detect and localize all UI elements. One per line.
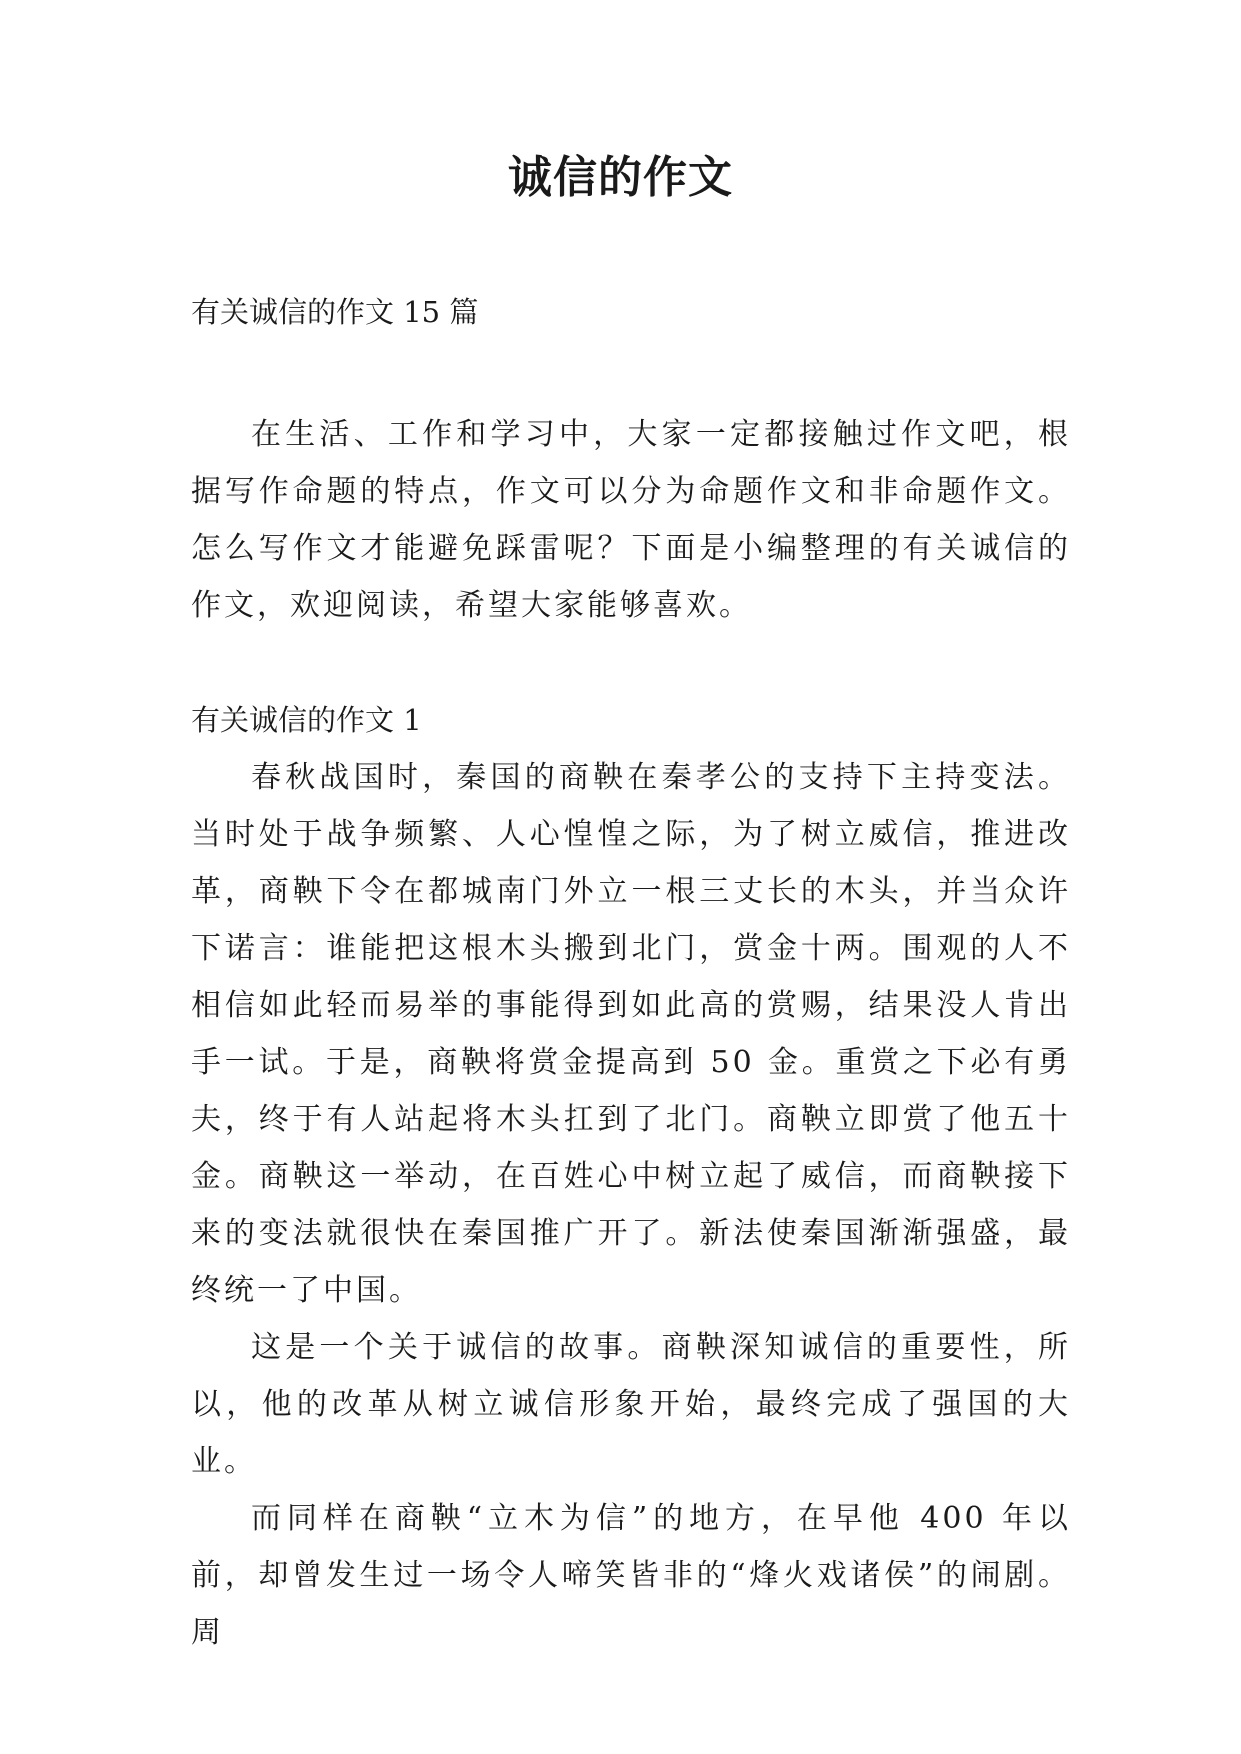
section-1-heading: 有关诚信的作文 1 (191, 703, 422, 737)
section-1-paragraph-2: 这是一个关于诚信的故事。商鞅深知诚信的重要性，所以，他的改革从树立诚信形象开始，最终完成了强国的大业。 (191, 1330, 1071, 1479)
document-title: 诚信的作文 (508, 152, 733, 203)
intro-paragraph: 在生活、工作和学习中，大家一定都接触过作文吧，根据写作命题的特点，作文可以分为命题作文和非命题作文。怎么写作文才能避免踩雷呢？下面是小编整理的有关诚信的作文，欢迎阅读，希望大家能够喜欢。 (191, 417, 1071, 623)
section-1-body (191, 749, 1071, 1661)
section-1-paragraph-1: 春秋战国时，秦国的商鞅在秦孝公的支持下主持变法。当时处于战争频繁、人心惶惶之际，为了树立威信，推进改革，商鞅下令在都城南门外立一根三丈长的木头，并当众许下诺言：谁能把这根木头搬到北门，赏金十两。围观的人不相信如此轻而易举的事能得到如此高的赏赐，结果没人肯出手一试。于是，商鞅将赏金提高到 50 金。重赏之下必有勇夫，终于有人站起将木头扛到了北门。商鞅立即赏了他五十金。商鞅这一举动，在百姓心中树立起了威信，而商鞅接下来的变法就很快在秦国推广开了。新法使秦国渐渐强盛，最终统一了中国。 (191, 760, 1071, 1308)
document-subtitle: 有关诚信的作文 15 篇 (191, 295, 479, 329)
intro-block (191, 406, 1071, 634)
section-1-paragraph-3: 而同样在商鞅“立木为信”的地方，在早他 400 年以前，却曾发生过一场令人啼笑皆非的“烽火戏诸侯”的闹剧。周 (191, 1501, 1071, 1650)
